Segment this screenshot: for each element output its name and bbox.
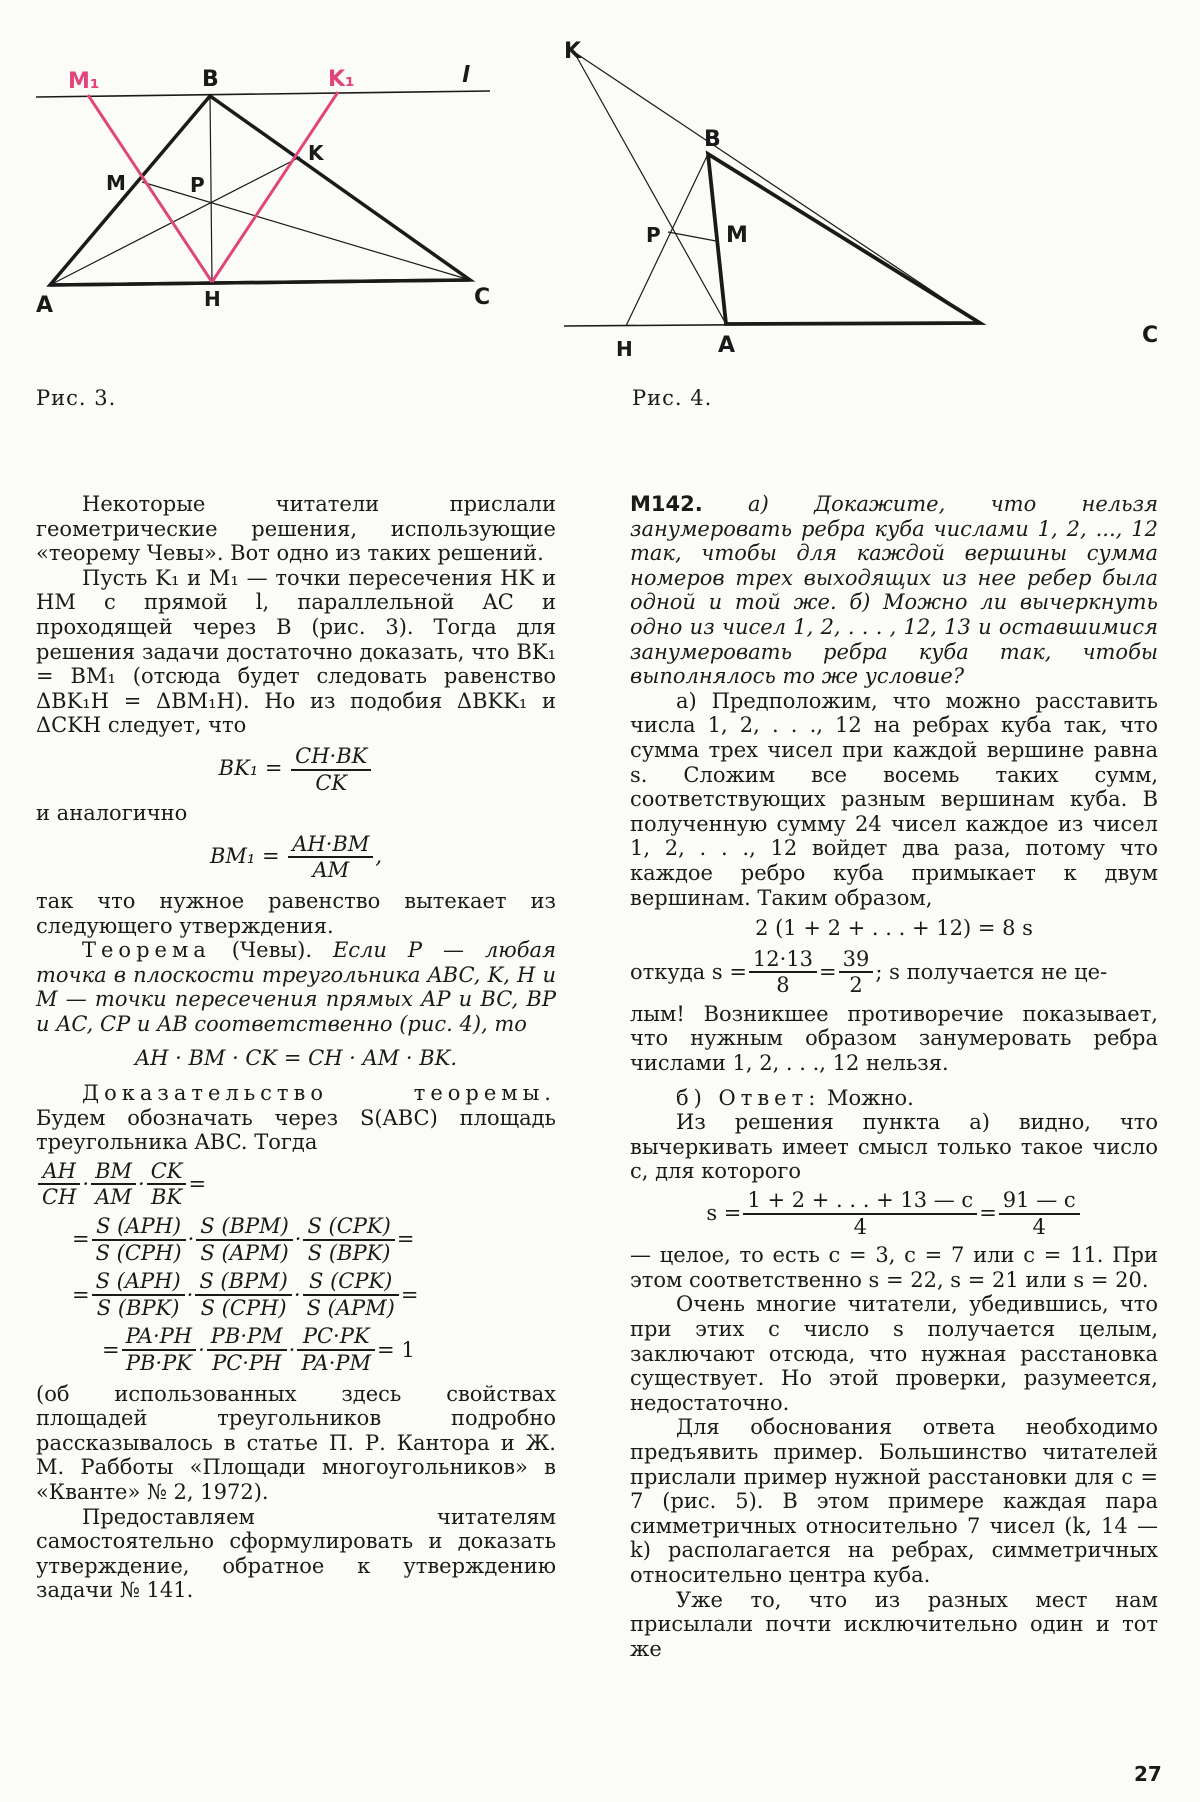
- label-h: H: [204, 287, 221, 311]
- paragraph: Из решения пункта а) видно, что вычеркивать имеет смысл только такое число c, для которого: [630, 1110, 1158, 1184]
- paragraph: Для обоснования ответа необходимо предъявить пример. Большинство читателей прислали пример нужной расстановки для c = 7 (рис. 5). В этом примере каждая пара симметричных относительно 7 чисел (k, 14 — k) располагается на ребрах, симметричных относительно центра куба.: [630, 1415, 1158, 1587]
- line-l: [36, 91, 490, 97]
- answer: б) Ответ: Можно.: [676, 1085, 914, 1110]
- label-h: H: [616, 337, 633, 361]
- chain-row: $\frac{AH}{CH}$ · $\frac{BM}{AM}$ · $\frac{CK}{BK}$ =: [36, 1159, 556, 1210]
- label-k: K: [564, 39, 582, 64]
- page-number: 27: [1134, 1762, 1162, 1786]
- left-column: [36, 492, 556, 1603]
- problem-m142: М142. а) Докажите, что нельзя занумеровать ребра куба числами 1, 2, ..., 12 так, чтобы для каждой вершины сумма номеров трех выходящих из нее ребер была одной и той же. б) Можно ли вычеркнуть одно из чисел 1, 2, . . . , 12, 13 и оставшимися занумеровать ребра куба так, чтобы выполнялось то же условие?: [630, 492, 1158, 689]
- paragraph: Уже то, что из разных мест нам присылали почти исключительно один и тот же: [630, 1587, 1158, 1661]
- label-m1: M₁: [68, 69, 100, 94]
- label-m: M: [106, 171, 126, 195]
- theorem: Теорема (Чевы). Если P — любая точка в плоскости треугольника ABC, K, H и M — точки пересечения прямых AP и BC, BP и AC, CP и AB соответственно (рис. 4), то: [36, 938, 556, 1036]
- figure-4-caption: Рис. 4.: [632, 386, 713, 410]
- label-a: A: [36, 293, 54, 318]
- label-m: M: [726, 223, 748, 248]
- chain-row: = $\frac{\text{S (APH)}}{\text{S (CPH)}}$ · $\frac{\text{S (BPM)}}{\text{S (APM)}}$ · $\frac{\text{S (CPK)}}{\text{S (BPK)}}$ =: [72, 1214, 415, 1265]
- paragraph: так что нужное равенство вытекает из следующего утверждения.: [36, 888, 556, 938]
- paragraph: лым! Возникшее противоречие показывает, что нужным образом занумеровать ребра числами 1, 2, . . ., 12 нельзя.: [630, 1001, 1158, 1076]
- label-b: B: [704, 127, 721, 152]
- line-k-a: [574, 52, 726, 324]
- line-k-c: [574, 52, 980, 323]
- proof: Доказательство теоремы. Будем обозначать через S(ABC) площадь треугольника ABC. Тогда: [36, 1081, 556, 1155]
- label-k1: K₁: [328, 67, 355, 92]
- label-c: C: [474, 285, 491, 310]
- paragraph: а) Предположим, что можно расставить числа 1, 2, . . ., 12 на ребрах куба так, что сумма трех чисел при каждой вершине равна s. Сложим все восемь таких сумм, соответствующих разным вершинам куба. В полученную сумму 24 чисел каждое из чисел 1, 2, . . ., 12 войдет два раза, потому что каждое ребро куба примыкает к двум вершинам. Таким образом,: [630, 688, 1158, 910]
- label-a: A: [718, 333, 736, 358]
- paragraph: — целое, то есть c = 3, c = 7 или c = 11. При этом соответственно s = 22, s = 21 или s = 20.: [630, 1243, 1158, 1292]
- cevian-ak: [50, 157, 300, 285]
- label-c: C: [1142, 323, 1159, 348]
- equation-ceva: AH · BM · CK = CH · AM · BK.: [134, 1046, 458, 1071]
- chain-row: = $\frac{\text{S (APH)}}{\text{S (BPK)}}$ · $\frac{\text{S (BPM)}}{\text{S (CPH)}}$ · $\frac{\text{S (CPK)}}{\text{S (APM)}}$ =: [72, 1269, 419, 1320]
- label-p: P: [190, 173, 205, 197]
- paragraph: (об использованных здесь свойствах площадей треугольников подробно рассказывалось в статье П. Р. Кантора и Ж. М. Рабботы «Площади многоугольников» в «Кванте» № 2, 1972).: [36, 1381, 556, 1504]
- figure-4: [560, 36, 1180, 376]
- label-l: l: [462, 63, 470, 88]
- equation-sum: 2 (1 + 2 + . . . + 12) = 8 s: [755, 916, 1033, 941]
- equation-s: откуда s = $\frac{12\cdot 13}{8}$ = $\frac{39}{2}$ ; s получается не це-: [630, 946, 1108, 998]
- paragraph: Некоторые читатели прислали геометрические решения, использующие «теорему Чевы». Вот одно из таких решений.: [36, 492, 556, 566]
- equation-s-c: s = $\frac{1 + 2 + . . . + 13 — c}{4}$ = $\frac{91 — c}{4}$: [630, 1188, 1158, 1239]
- paragraph: Пусть K₁ и M₁ — точки пересечения HK и HM с прямой l, параллельной AC и проходящей через B (рис. 3). Тогда для решения задачи достаточно доказать, что BK₁ = BM₁ (отсюда будет следовать равенство ΔBK₁H = ΔBM₁H). Но из подобия ΔBKK₁ и ΔCKH следует, что: [36, 565, 556, 738]
- triangle-abc: [708, 154, 980, 324]
- equation-bm1: BM₁ = $\frac{AH\cdot BM}{AM}$ ,: [209, 831, 383, 883]
- paragraph: Предоставляем читателям самостоятельно сформулировать и доказать утверждение, обратное к утверждению задачи № 141.: [36, 1504, 556, 1603]
- line-ah: [50, 280, 470, 285]
- line-h-b: [626, 154, 708, 326]
- paragraph: Очень многие читатели, убедившись, что при этих c число s получается целым, заключают отсюда, что нужная расстановка существует. Но этой проверки, разумеется, недостаточно.: [630, 1292, 1158, 1415]
- label-b: B: [202, 67, 219, 92]
- cevian-bh: [210, 96, 212, 282]
- equation-bk1: BK₁ = $\frac{CH\cdot BK}{CK}$: [36, 744, 556, 795]
- paragraph: и аналогично: [36, 801, 188, 826]
- figure-3-caption: Рис. 3.: [36, 386, 117, 410]
- right-column: [630, 492, 1158, 1661]
- label-k: K: [308, 141, 324, 165]
- line-p-m: [668, 232, 716, 241]
- label-p: P: [646, 223, 661, 247]
- figure-3: [30, 60, 570, 370]
- ratio-chain: [36, 1159, 556, 1376]
- chain-row: = $\frac{PA\cdot PH}{PB\cdot PK}$ · $\frac{PB\cdot PM}{PC\cdot PH}$ · $\frac{PC\cdot PK}{PA\cdot PM}$ = 1: [102, 1324, 415, 1375]
- line-h-k1: [212, 92, 338, 282]
